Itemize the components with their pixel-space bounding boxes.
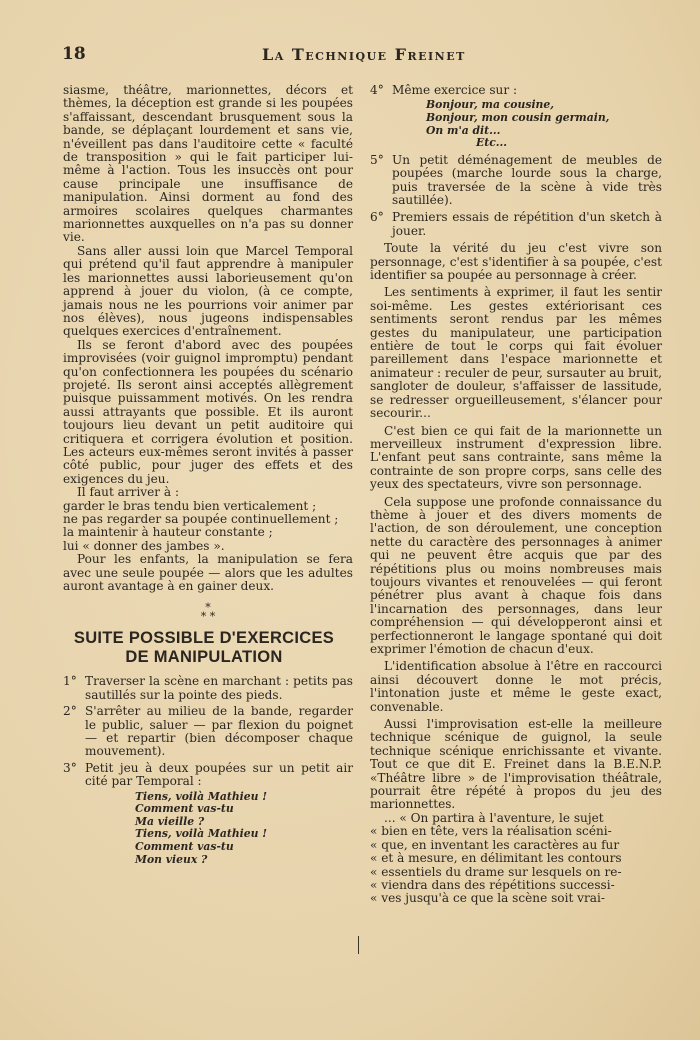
song-line: Tiens, voilà Mathieu ! — [135, 789, 267, 803]
exercise-item — [370, 84, 662, 97]
exercise-number: 4° — [370, 83, 384, 97]
quotation-line: « bien en tête, vers la réalisation scéni- — [370, 824, 612, 839]
requirement-item: garder le bras tendu bien verticalement ; — [63, 498, 317, 513]
paragraph: Sans aller aussi loin que Marcel Temporal qui prétend qu'il faut apprendre à manipuler les marionnettes aussi laborieusement qu'on apprend à jouer du violon, (à ce compte, jamais nous ne les pourrions voir animer par nos élèves), nous jugeons indispensables quelques exercices d'entraînement. — [63, 243, 353, 339]
exercise-text: Premiers essais de répétition d'un sketch à jouer. — [392, 210, 662, 238]
song-line: Comment vas-tu — [135, 840, 234, 854]
section-separator: * * * — [200, 601, 216, 624]
paragraph: Il faut arriver à : — [77, 485, 180, 500]
exercise-text: Petit jeu à deux poupées sur un petit air cité par Temporal : — [85, 760, 353, 789]
exercise-text: S'arrêter au milieu de la bande, regarder le public, saluer — par flexion du poignet — et repartir (bien décomposer chaque mouvement). — [85, 704, 353, 759]
section-title-line: DE MANIPULATION — [125, 648, 283, 667]
exercise-item — [63, 762, 353, 789]
exercise-text: Un petit déménagement de meubles de poupées (marche lourde sous la charge, puis traversée de la scène à vide très sautillée). — [392, 152, 662, 207]
quotation-line: ... « On partira à l'aventure, le sujet — [384, 810, 604, 825]
exercise-item — [370, 211, 662, 238]
quotation-line: « viendra dans des répétitions successi- — [370, 877, 615, 892]
paragraph: Toute la vérité du jeu c'est vivre son personnage, c'est s'identifier à sa poupée, c'est identifier sa poupée au personnage à créer. — [370, 241, 662, 283]
quotation — [370, 812, 662, 906]
dialogue-lines — [426, 99, 662, 149]
dialogue-line: Bonjour, ma cousine, — [426, 98, 555, 112]
exercise-item — [63, 675, 353, 702]
section-title — [55, 629, 353, 667]
page-header — [62, 44, 660, 68]
quotation-line: « et à mesure, en délimitant les contours — [370, 851, 622, 866]
exercise-number: 2° — [63, 704, 77, 719]
song-line: Tiens, voilà Mathieu ! — [135, 827, 267, 841]
running-title: La Technique Freinet — [262, 45, 466, 64]
requirements-list — [63, 500, 353, 554]
paragraph: Aussi l'improvisation est-elle la meilleure technique scénique de guignol, la seule technique scénique enrichissante et vivante. Tout ce que dit E. Freinet dans la B.E.N.P. «Théâtre libre » de l'improvisation théâtrale, pourrait être répété à propos du jeu des marionnettes. — [370, 717, 662, 812]
exercise-text: Même exercice sur : — [392, 83, 518, 97]
quotation-line: « que, en inventant les caractères au fur — [370, 837, 620, 852]
paragraph: Pour les enfants, la manipulation se fera avec une seule poupée — alors que les adultes auront avantage à en gainer deux. — [63, 552, 353, 594]
requirement-item: la maintenir à hauteur constante ; — [63, 525, 273, 540]
page-number: 18 — [62, 44, 86, 64]
dialogue-line: On m'a dit... — [426, 123, 501, 137]
dialogue-line: Etc... — [476, 136, 508, 150]
exercise-text: Traverser la scène en marchant : petits pas sautillés sur la pointe des pieds. — [85, 674, 353, 702]
song-line: Comment vas-tu — [135, 802, 234, 816]
exercise-number: 3° — [63, 760, 77, 775]
paragraph: C'est bien ce qui fait de la marionnette un merveilleux instrument d'expression libre. L'enfant peut sans contrainte, sans même la contrainte de son propre corps, sans celle des yeux des spectateurs, vivre son personnage. — [370, 423, 662, 492]
paragraph: L'identification absolue à l'être en raccourci ainsi découvert donne le mot précis, l'intonation juste et même le geste exact, convenable. — [370, 659, 662, 714]
exercise-number: 1° — [63, 674, 77, 689]
dialogue-line: Bonjour, mon cousin germain, — [426, 111, 610, 124]
exercise-item — [63, 705, 353, 759]
exercise-number: 5° — [370, 152, 384, 167]
song-lyrics — [135, 791, 353, 867]
exercise-item — [370, 154, 662, 208]
requirement-item: lui « donner des jambes ». — [63, 538, 225, 553]
song-line: Mon vieux ? — [135, 852, 208, 866]
paragraph: Cela suppose une profonde connaissance du thème à jouer et des divers moments de l'action, de son déroulement, une conception nette du caractère des personnages à animer qui ne peuvent être acquis que par des répétitions plus ou moins nombreuses mais toujours vivantes et renouvelées — qui feront pénétrer plus avant à chaque fois dans l'incarnation des personnages, dans leur compréhension — qui développeront ainsi et perfectionneront le langage spontané qui doit exprimer l'émotion de chacun d'eux. — [370, 494, 662, 656]
left-column — [63, 84, 353, 866]
right-column — [370, 84, 662, 906]
section-title-line: SUITE POSSIBLE D'EXERCICES — [73, 629, 335, 648]
paragraph: siasme, théâtre, marionnettes, décors et thèmes, la déception est grande si les poupées s'affaissant, descendant brusquement sous la bande, se déplaçant lourdement et sans vie, n'éveillent pas dans l'auditoire cette « faculté de transposition » qui le fait participer lui-même à l'action. Tous les insuccès ont pour cause principale une insuffisance de manipulation. Ainsi dorment au fond des armoires scolaires quelques charmantes marionnettes auxquelles on n'a pas su donner vie. — [63, 83, 353, 245]
column-rule — [358, 936, 359, 954]
quotation-line: « ves jusqu'à ce que la scène soit vrai- — [370, 891, 605, 906]
exercise-number: 6° — [370, 210, 384, 225]
requirement-item: ne pas regarder sa poupée continuellement ; — [63, 512, 339, 526]
quotation-line: « essentiels du drame sur lesquels on re- — [370, 864, 622, 879]
song-line: Ma vieille ? — [135, 814, 205, 828]
paragraph: Ils se feront d'abord avec des poupées improvisées (voir guignol impromptu) pendant qu'on confectionnera les poupées du scénario projeté. Ils seront ainsi acceptés allègrement puisque puissamment motivés. On les rendra aussi attrayants que possible. Et ils auront toujours lieu devant un petit auditoire qui critiquera et corrigera évolution et position. Les acteurs eux-mêmes seront invités à passer côté public, pour juger des effets et des exigences du jeu. — [63, 337, 353, 486]
paragraph: Les sentiments à exprimer, il faut les sentir soi-même. Les gestes extériorisant ces sentiments seront rendus par les mêmes gestes du manipulateur, une participation entière de tout le corps qui fait évoluer pareillement dans l'espace marionnette et animateur : reculer de peur, sursauter au bruit, sangloter de douleur, s'affaisser de lassitude, se redresser orgueilleusement, s'élancer pour secourir... — [370, 285, 662, 421]
